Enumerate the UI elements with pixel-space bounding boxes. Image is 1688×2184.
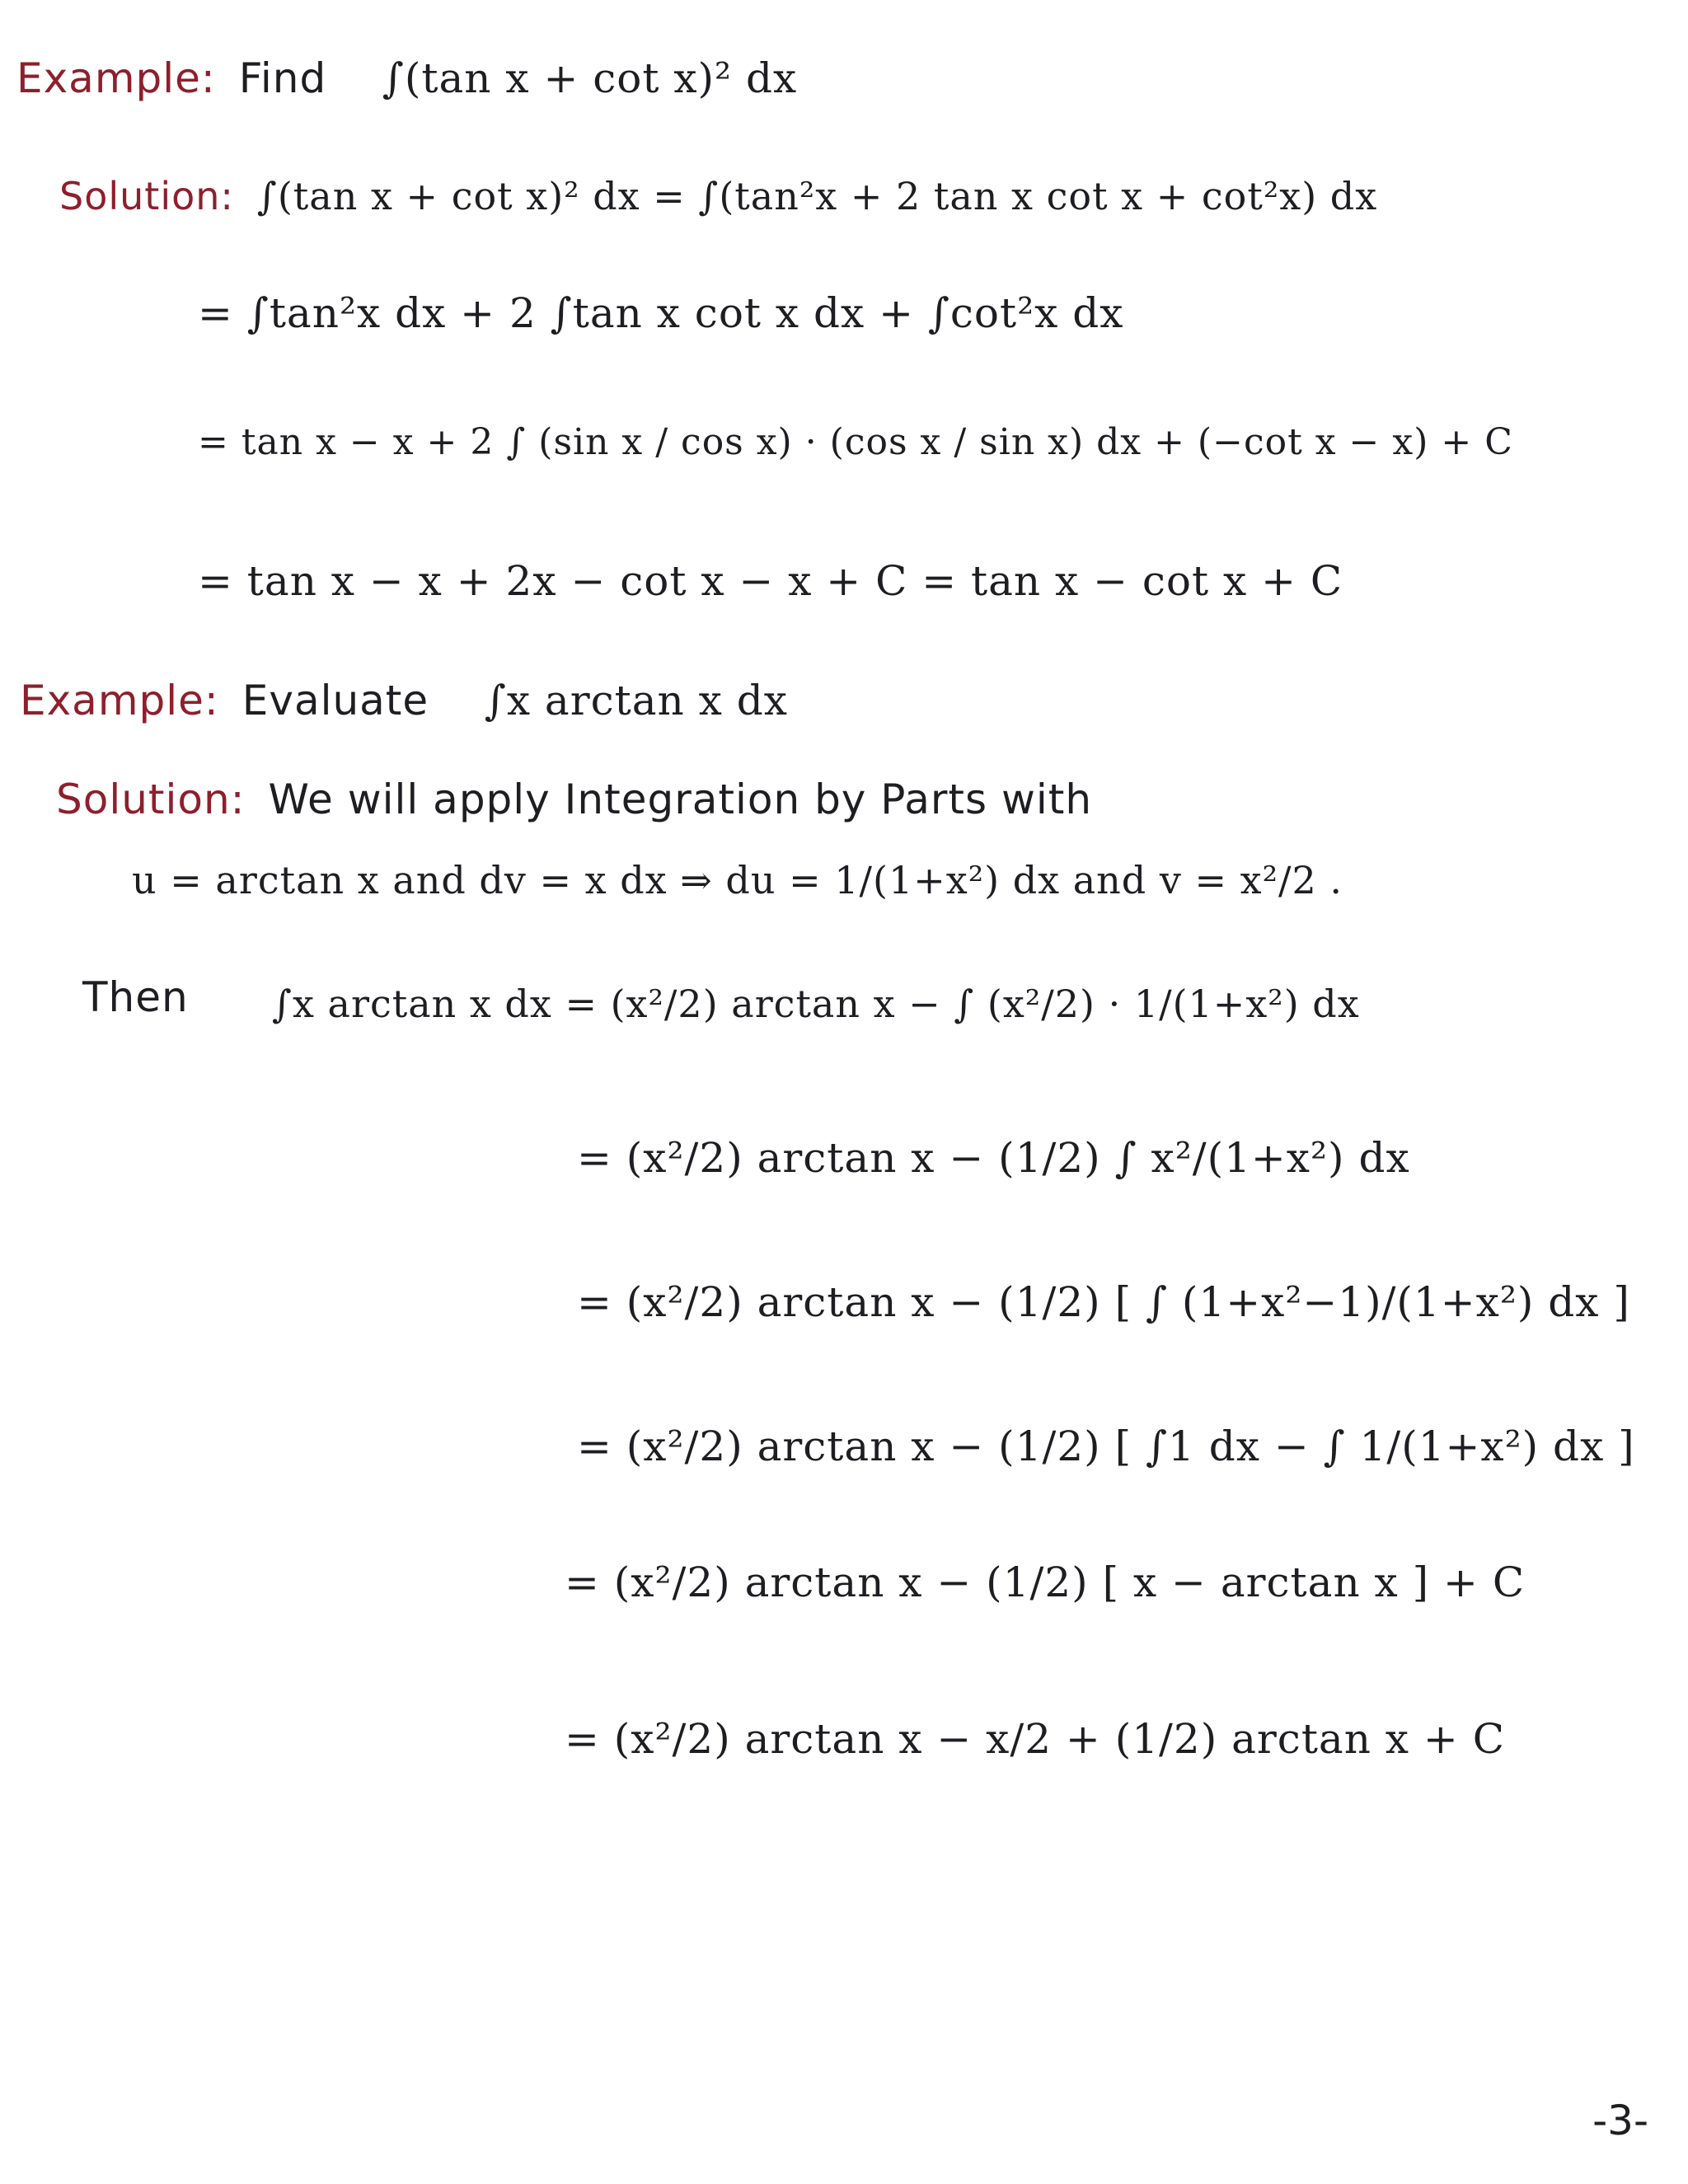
example-integral: ∫x arctan x dx [484,677,788,724]
solution-2-line-6: = (x²/2) arctan x − x/2 + (1/2) arctan x + C [565,1715,1505,1763]
solution-1-line-4: = tan x − x + 2x − cot x − x + C = tan x − cot x + C [198,557,1343,605]
example-integral: ∫(tan x + cot x)² dx [382,54,798,102]
example-label: Example: [16,54,216,102]
example-prompt: Evaluate [241,677,429,724]
solution-2-line-5: = (x²/2) arctan x − (1/2) [ x − arctan x ] + C [565,1558,1526,1606]
solution-label: Solution: [56,776,246,823]
example-2-heading [20,677,788,724]
solution-2-line-4: = (x²/2) arctan x − (1/2) [ ∫1 dx − ∫ 1/(1+x²) dx ] [577,1422,1635,1470]
solution-label: Solution: [59,174,234,218]
solution-1-line-3: = tan x − x + 2 ∫ (sin x / cos x) · (cos x / sin x) dx + (−cot x − x) + C [198,421,1513,463]
solution-1-line-2: = ∫tan²x dx + 2 ∫tan x cot x dx + ∫cot²x dx [198,289,1124,337]
example-prompt: Find [238,54,327,102]
solution-2-line-2: = (x²/2) arctan x − (1/2) ∫ x²/(1+x²) dx [577,1134,1410,1182]
example-label: Example: [20,677,219,724]
solution-2-line-3: = (x²/2) arctan x − (1/2) [ ∫ (1+x²−1)/(1+x²) dx ] [577,1278,1630,1326]
solution-2-intro: We will apply Integration by Parts with [268,776,1093,823]
solution-1-line-1 [59,174,1378,218]
then-label: Then [82,973,189,1021]
example-1-heading [16,54,798,102]
solution-2-line-1: ∫x arctan x dx = (x²/2) arctan x − ∫ (x²/2) · 1/(1+x²) dx [272,982,1360,1026]
solution-2-parts: u = arctan x and dv = x dx ⇒ du = 1/(1+x²) dx and v = x²/2 . [132,858,1343,902]
solution-1-expansion: ∫(tan x + cot x)² dx = ∫(tan²x + 2 tan x cot x + cot²x) dx [256,174,1378,218]
solution-2-intro-line [56,776,1093,823]
page-number: -3- [1592,2097,1648,2144]
